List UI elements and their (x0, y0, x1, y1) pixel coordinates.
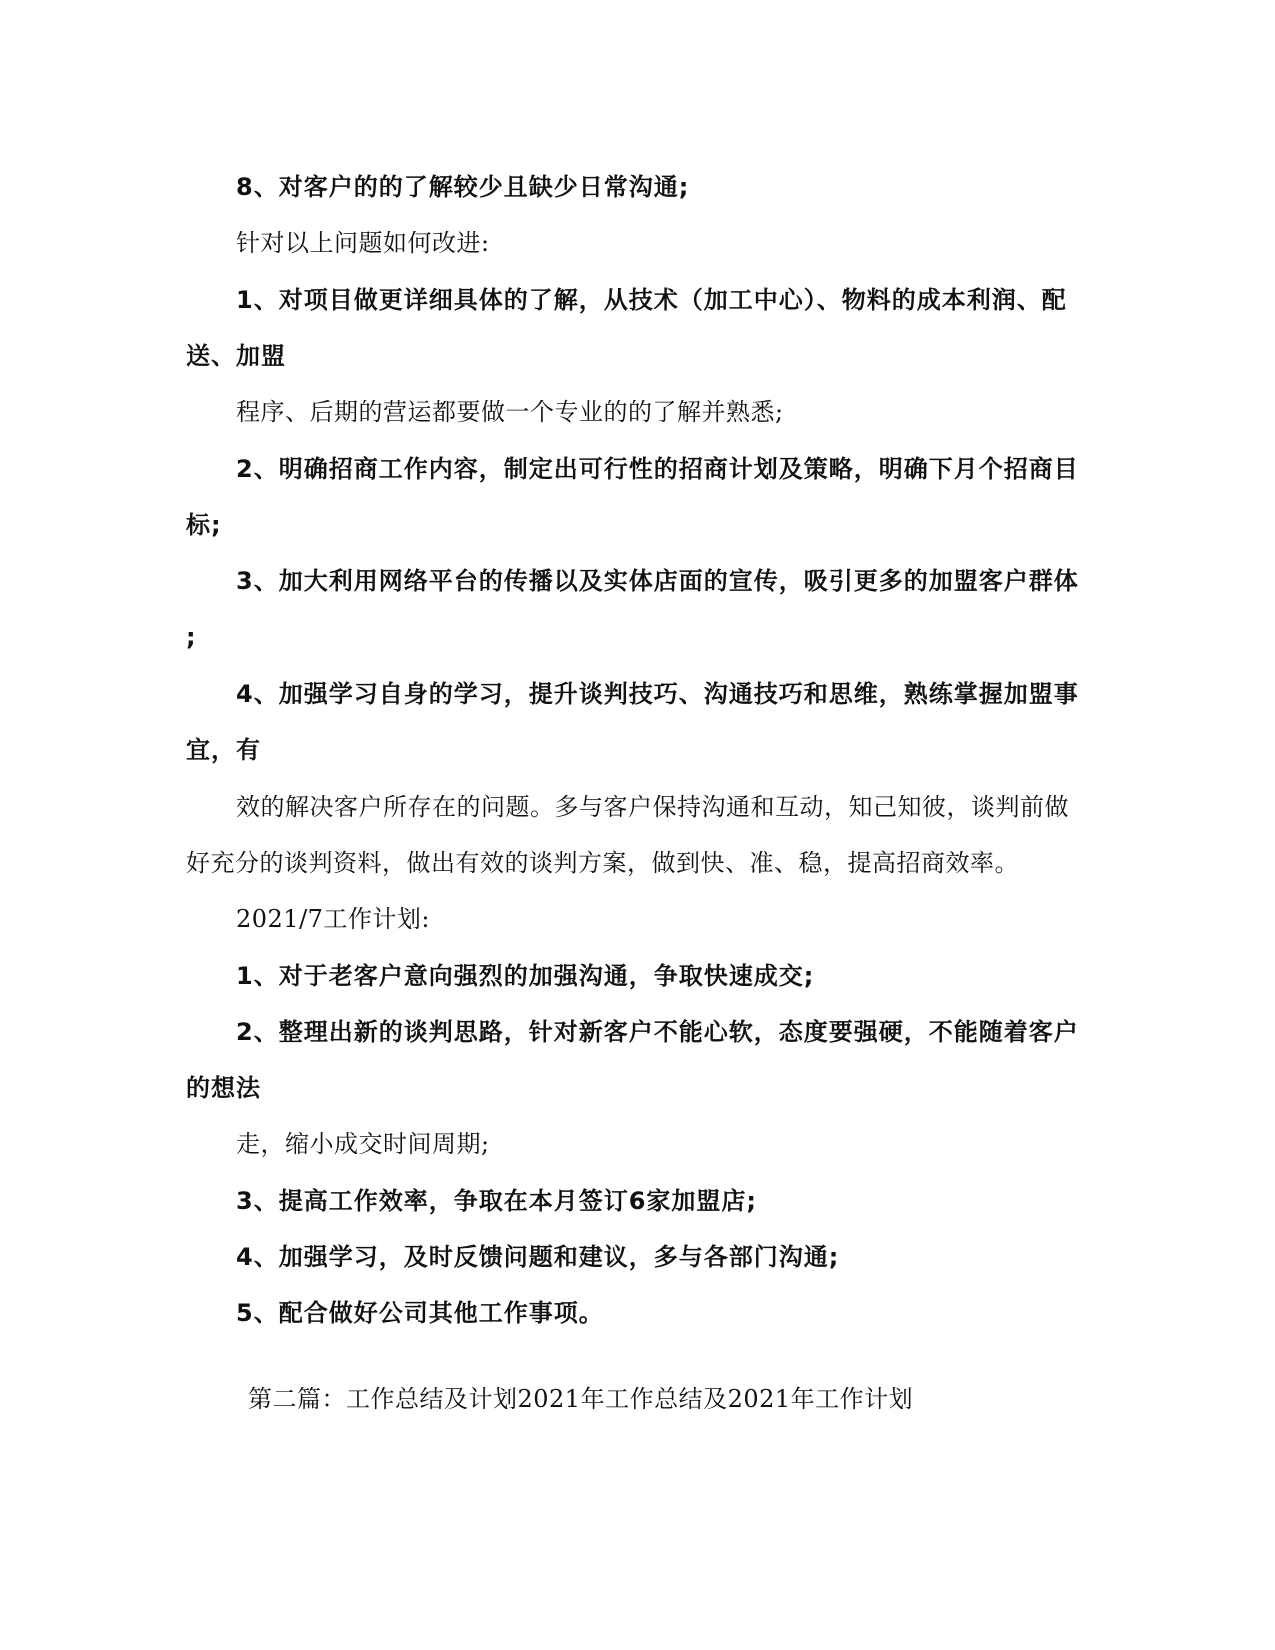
paragraph-line: 4、加强学习，及时反馈问题和建议，多与各部门沟通; (236, 1243, 840, 1271)
paragraph-line: 好充分的谈判资料，做出有效的谈判方案，做到快、准、稳，提高招商效率。 (186, 849, 1019, 877)
paragraph-line: 2021/7工作计划: (236, 905, 431, 933)
paragraph-line: 程序、后期的营运都要做一个专业的的了解并熟悉; (236, 398, 784, 426)
paragraph-line: 的想法 (186, 1074, 261, 1102)
paragraph-line: 送、加盟 (186, 342, 286, 370)
paragraph-line: 8、对客户的的了解较少且缺少日常沟通; (236, 173, 690, 201)
section-heading: 第二篇：工作总结及计划2021年工作总结及2021年工作计划 (248, 1385, 914, 1413)
paragraph-line: 走，缩小成交时间周期; (236, 1130, 490, 1158)
paragraph-line: 2、明确招商工作内容，制定出可行性的招商计划及策略，明确下月个招商目 (236, 455, 1079, 483)
paragraph-line: 2、整理出新的谈判思路，针对新客户不能心软，态度要强硬，不能随着客户 (236, 1018, 1079, 1046)
paragraph-line: 3、加大利用网络平台的传播以及实体店面的宣传，吸引更多的加盟客户群体 (236, 567, 1079, 595)
paragraph-line: 针对以上问题如何改进: (236, 229, 490, 257)
paragraph-line: 宜，有 (186, 736, 261, 764)
paragraph-line: 1、对项目做更详细具体的了解，从技术（加工中心）、物料的成本利润、配 (236, 286, 1067, 314)
paragraph-line: 标; (186, 511, 222, 539)
paragraph-line: 效的解决客户所存在的问题。多与客户保持沟通和互动，知己知彼，谈判前做 (236, 793, 1069, 821)
paragraph-line: 4、加强学习自身的学习，提升谈判技巧、沟通技巧和思维，熟练掌握加盟事 (236, 680, 1079, 708)
paragraph-line: 3、提高工作效率，争取在本月签订6家加盟店; (236, 1187, 757, 1215)
paragraph-line: 1、对于老客户意向强烈的加强沟通，争取快速成交; (236, 962, 815, 990)
paragraph-line: ; (186, 623, 197, 651)
paragraph-line: 5、配合做好公司其他工作事项。 (236, 1299, 604, 1327)
